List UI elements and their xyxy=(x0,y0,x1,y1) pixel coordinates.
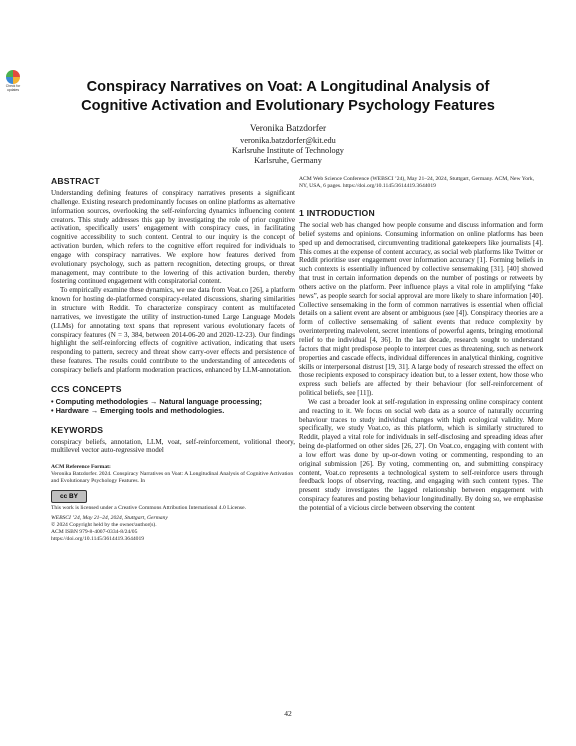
author-block xyxy=(40,124,536,166)
abstract-paragraph-1: Understanding defining features of conspiracy narratives presents a significant challenge. Existing research predominantly focuses on online platforms as alternative information sources, overlooking the self-reinforcing dynamics influencing content creators. This study addresses this gap by investigating the role of prior cognitive activation, specifically users’ engagement with conspiracy cues, in facilitating cognitive accessibility to such content. Central to our inquiry is the concept of activation burden, which refers to the cognitive effort required for individuals to engage with conspiracy narratives. We explore how features derived from evolutionary psychology, such as pattern recognition, detecting groups, or threat management, may contribute to the lowering of this activation burden, thereby fostering continued engagement with conspiratorial content. xyxy=(51,189,295,286)
acm-ref-continued: ACM Web Science Conference (WEBSCI ’24), May 21–24, 2024, Stuttgart, Germany. ACM, New York, NY, USA, 6 pages. https://doi.org/10.1145/3614419.3644019 xyxy=(299,176,535,189)
license-block xyxy=(51,485,295,543)
acm-ref-text: Veronika Batzdorfer. 2024. Conspiracy Narratives on Voat: A Longitudinal Analysis of Cognitive Activation and Evolutionary Psychology Features. In xyxy=(51,471,294,485)
paper-title xyxy=(40,78,536,116)
badge-text: Check for updates xyxy=(5,84,21,92)
introduction-section xyxy=(299,208,543,513)
keywords-heading: KEYWORDS xyxy=(51,424,104,435)
creative-commons-icon[interactable]: cc BY xyxy=(51,490,87,503)
abstract-heading: ABSTRACT xyxy=(51,176,100,186)
page-number: 42 xyxy=(284,709,292,718)
isbn-line: ACM ISBN 979-8-4007-0334-8/24/05 xyxy=(51,529,138,536)
introduction-heading: 1 INTRODUCTION xyxy=(299,208,375,218)
ccs-heading: CCS CONCEPTS xyxy=(51,383,122,394)
author-affiliation: Karlsruhe Institute of Technology xyxy=(232,145,344,155)
acm-reference xyxy=(51,464,295,485)
ccs-item: • Hardware → Emerging tools and methodologies. xyxy=(51,406,295,415)
intro-paragraph-1: The social web has changed how people consume and discuss information and form belief systems and opinions. Consuming information on online platforms has been sped up and democratised, circumventing traditional gatekeepers like journalists [4]. This comes at the expense of content accuracy, as social web platforms like Twitter or Reddit prioritise user engagement over information accuracy [1]. Forming beliefs in such contexts is essentially influenced by collective sensemaking [31]. [40] showed that trust in certain information depends on the number of postings or retweets by others active on the platform. Peer influence plays a vital role in amplifying “fake news”, as people search for social approval are more likely to share information [40]. Collective sensemaking in the form of common narratives is essential when official details on a salient event are absent or ambiguous (see [4]). Conspiracy theories are a form of collective sensemaking of salient events that reduce complexity by overinterpreting malevolent, secret intentions of powerful agents, bringing emotional relief to the individual [4, 36]. In the last decade, research sought to understand factors that might predispose people to interpret cues as threatening, such as network properties and cascade effects, individual differences in analytical thinking, cognitive skills or interpersonal distrust [19, 31]. A large body of research stressed the effect on those recipients exposed to conspiracy ideation but, to a lesser extent, how those who express such beliefs are affected by their behaviour (for self-reinforcement of political beliefs, see [11]). xyxy=(299,221,543,398)
conference-badge-icon xyxy=(6,70,20,84)
license-text: This work is licensed under a Creative Commons Attribution International 4.0 License. xyxy=(51,505,246,512)
copyright-line: © 2024 Copyright held by the owner/author(s). xyxy=(51,522,157,529)
intro-paragraph-2: We cast a broader look at self-regulation in expressing online conspiracy content and reacting to it. We focus on social web data as a source of naturally occurring behaviour traces to study individual changes with high ecological validity. More specifically, we study Voat.co, as this platform, which is similarly structured to Reddit, played a vital role for individuals in self-disclosing and spreading ideas after being de-platformed on other sides [26, 27]. On Voat.co, engaging with content with a low effort was done by up-or-down voting or commenting, responding to an original submission [26]. By voting, commenting on, and submitting conspiracy content, Voat.co represents a technological system to self-reinforce users through feedback loops of observing, reacting, and engaging with such content types. The present study investigates the lagged relationship between engagement with conspiracy features and posting behaviour longitudinally. By doing so, we emphasise the potential of a vicious circle between observing the content xyxy=(299,397,543,512)
title-line-1: Conspiracy Narratives on Voat: A Longitudinal Analysis of xyxy=(86,79,490,95)
abstract-paragraph-2: To empirically examine these dynamics, we use data from Voat.co [26], a platform known for hosting de-platformed conspiracy-related discussions, sharing similarities in structure with Reddit. To characterize conspiracy content as multifaceted narratives, we investigate the utility of instruction-tuned Large Language Models (LLMs) for annotating text spans that represent various evolutionary facets of conspiracy features (N = 3, 384, between 2014-06-20 and 2020-12-23). Our findings highlight the self-reinforcing effects of cognitive activation, indicating that users responding to pattern, secrecy and threat show carry-over effects and persistence of these features. The results could contribute to the understanding of antecedents of conspiracy beliefs and platform moderation practices, enhanced by LLM-annotation. xyxy=(51,286,295,374)
acm-ref-heading: ACM Reference Format: xyxy=(51,464,111,471)
author-name: Veronika Batzdorfer xyxy=(249,124,327,134)
keywords-text: conspiracy beliefs, annotation, LLM, voat, self-reinforcement, volitional theory, multilevel vector auto-regressive model xyxy=(51,437,295,455)
doi-link[interactable]: https://doi.org/10.1145/3614419.3644019 xyxy=(51,536,145,543)
abstract-section xyxy=(51,176,295,375)
right-column xyxy=(299,176,543,513)
ccs-item: • Computing methodologies → Natural language processing; xyxy=(51,397,295,406)
author-location: Karlsruhe, Germany xyxy=(254,155,322,165)
ccs-section xyxy=(51,384,295,416)
author-email[interactable]: veronika.batzdorfer@kit.edu xyxy=(240,135,336,145)
keywords-section xyxy=(51,425,295,456)
title-line-2: Cognitive Activation and Evolutionary Psychology Features xyxy=(81,98,495,114)
left-column xyxy=(51,176,295,546)
check-for-updates-badge[interactable] xyxy=(5,70,21,93)
venue-line: WEBSCI ’24, May 21–24, 2024, Stuttgart, Germany xyxy=(51,515,168,522)
